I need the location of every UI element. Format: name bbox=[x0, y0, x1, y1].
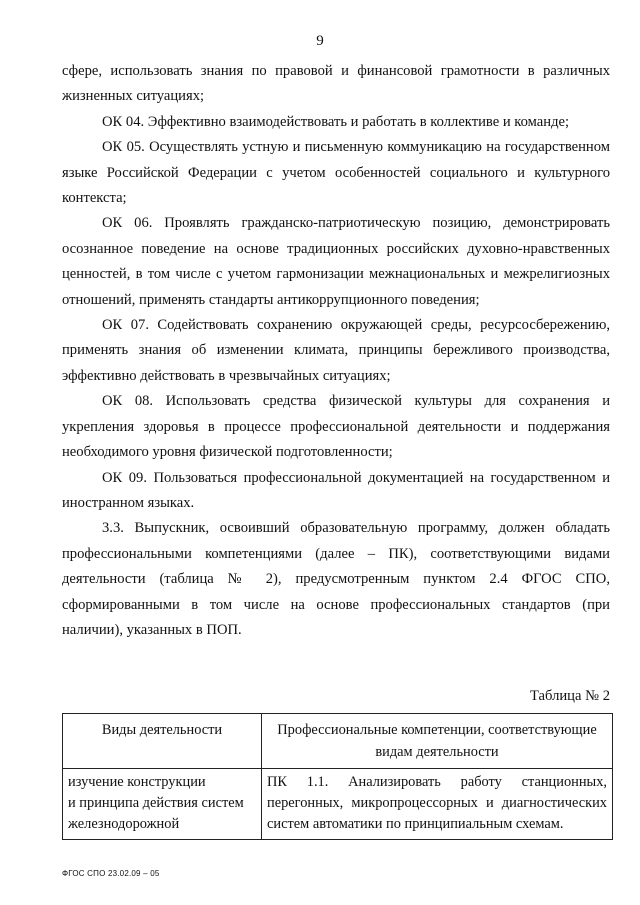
table-header-competence: Профессиональные компетенции, соответствующие видам деятельности bbox=[262, 714, 613, 769]
paragraph: ОК 04. Эффективно взаимодействовать и работать в коллективе и команде; bbox=[102, 113, 570, 130]
table-header-row bbox=[63, 714, 613, 769]
table-caption: Таблица № 2 bbox=[530, 688, 610, 704]
activity-line: и принципа действия систем bbox=[68, 795, 244, 811]
paragraph: ОК 06. Проявлять гражданско-патриотическую позицию, демонстрировать осознанное поведение на основе традиционных российских духовно-нравственных ценностей, в том числе с учетом гармонизации межнациональных и межрелигиозных отношений, применять стандарты антикоррупционного поведения; bbox=[62, 215, 610, 308]
table-cell-competence: ПК 1.1. Анализировать работу станционных, перегонных, микропроцессорных и диагностических систем автоматики по принципиальным схемам. bbox=[262, 769, 613, 840]
table-cell-activity bbox=[63, 769, 262, 840]
paragraph: 3.3. Выпускник, освоивший образовательную программу, должен обладать профессиональными компетенциями (далее – ПК), соответствующими видами деятельности (таблица № 2), предусмотренным пунктом 2.4 ФГОС СПО, сформированными в том числе на основе профессиональных стандартов (при наличии), указанных в ПОП. bbox=[62, 520, 610, 638]
page-number: 9 bbox=[316, 33, 324, 49]
activity-line: изучение конструкции bbox=[68, 774, 206, 790]
table-row bbox=[63, 769, 613, 840]
table-header-activity: Виды деятельности bbox=[63, 714, 262, 769]
footer-standard-code: ФГОС СПО 23.02.09 – 05 bbox=[62, 869, 160, 878]
paragraph: ОК 09. Пользоваться профессиональной документацией на государственном и иностранном языках. bbox=[62, 469, 610, 511]
document-body bbox=[62, 59, 610, 643]
paragraph: ОК 08. Использовать средства физической культуры для сохранения и укрепления здоровья в процессе профессиональной деятельности и поддержания необходимого уровня физической подготовленности; bbox=[62, 393, 610, 461]
competence-table bbox=[62, 713, 613, 840]
paragraph: ОК 05. Осуществлять устную и письменную коммуникацию на государственном языке Российской Федерации с учетом особенностей социального и культурного контекста; bbox=[62, 139, 610, 207]
paragraph: ОК 07. Содействовать сохранению окружающей среды, ресурсосбережению, применять знания об изменении климата, принципы бережливого производства, эффективно действовать в чрезвычайных ситуациях; bbox=[62, 317, 610, 384]
paragraph: сфере, использовать знания по правовой и финансовой грамотности в различных жизненных ситуациях; bbox=[62, 63, 610, 105]
activity-line: железнодорожной bbox=[68, 816, 180, 832]
